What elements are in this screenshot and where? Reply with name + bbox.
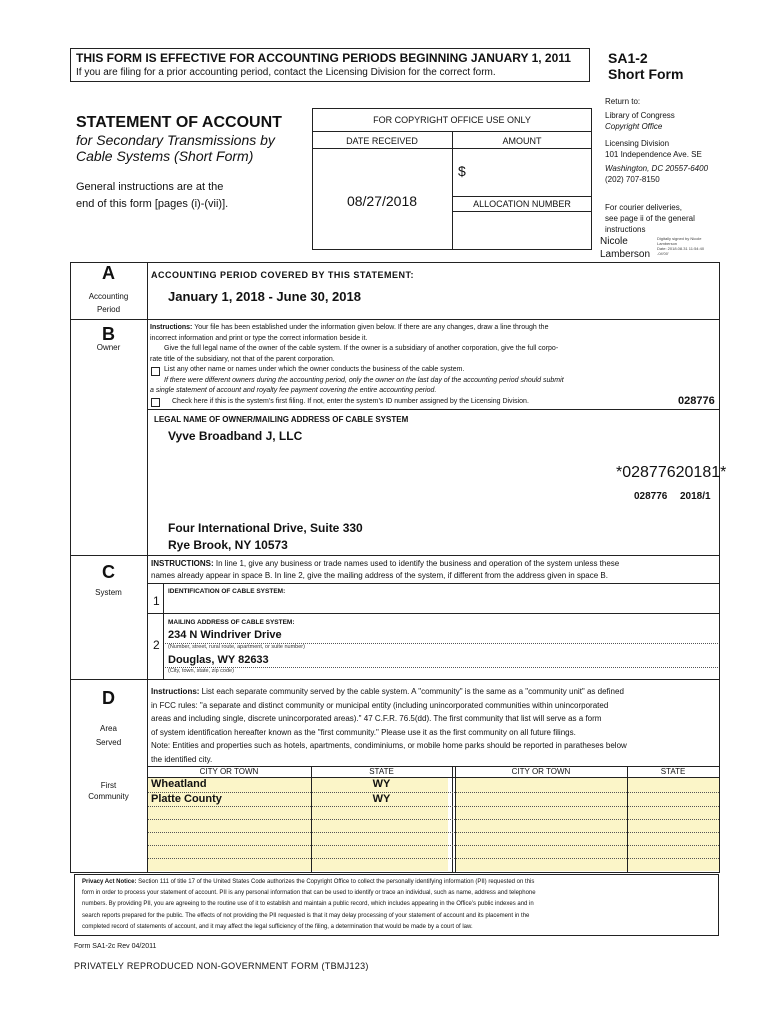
- community-row-1-city[interactable]: Wheatland: [151, 778, 207, 790]
- date-received-label: DATE RECEIVED: [346, 136, 418, 146]
- section-c-instr-bold: INSTRUCTIONS:: [151, 559, 214, 568]
- identification-field[interactable]: [168, 598, 708, 612]
- private-reproduction-note: PRIVATELY REPRODUCED NON-GOVERNMENT FORM (TBMJ123): [74, 961, 369, 971]
- prior-period-note: If you are filing for a prior accounting period, contact the Licensing Division for the correct form.: [76, 67, 496, 78]
- signature-note-4: -04'00': [657, 251, 669, 256]
- section-d-instr-2: in FCC rules: "a separate and distinct community or municipal entity (including unincorporated communities within unincorporated: [151, 700, 609, 710]
- section-d-instr-bold: Instructions:: [151, 687, 200, 696]
- section-d-label-4: Community: [88, 792, 129, 801]
- courier-note-1: For courier deliveries,: [605, 203, 682, 212]
- section-a-label-2: Period: [96, 305, 121, 314]
- return-to-line-3: Licensing Division: [605, 139, 670, 148]
- privacy-bold: Privacy Act Notice:: [82, 879, 137, 885]
- owner-name: Vyve Broadband J, LLC: [168, 429, 303, 443]
- barcode-text: *02877620181*: [616, 464, 727, 481]
- signature-name-2: Lamberson: [600, 249, 651, 260]
- statement-subtitle-2: Cable Systems (Short Form): [76, 148, 254, 164]
- section-b-instr-1: Your file has been established under the information given below. If there are any changes, draw a line through the: [192, 324, 549, 331]
- section-c-instr-1: In line 1, give any business or trade names used to identify the business and operation of the system unless these: [213, 559, 620, 568]
- owner-address-1: Four International Drive, Suite 330: [168, 521, 363, 535]
- line-2-number: 2: [153, 638, 160, 652]
- general-instructions-1: General instructions are at the: [76, 181, 224, 193]
- form-revision: Form SA1-2c Rev 04/2011: [74, 943, 157, 950]
- return-to-line-4: 101 Independence Ave. SE: [605, 150, 702, 159]
- statement-subtitle-1: for Secondary Transmissions by: [76, 132, 275, 148]
- effective-notice: THIS FORM IS EFFECTIVE FOR ACCOUNTING PERIODS BEGINNING JANUARY 1, 2011: [76, 51, 571, 65]
- form-id: SA1-2: [608, 50, 648, 66]
- privacy-line-5: completed record of statements of account, and it may affect the legal sufficiency of the filing, a determination that would be made by a court of law.: [82, 923, 473, 930]
- section-a-label-1: Accounting: [88, 292, 129, 301]
- section-b-instr-2: incorrect information and print or type the correct information beside it.: [150, 334, 368, 342]
- privacy-line-3: numbers. By providing PII, you are agreeing to the routine use of it to establish and maintain a public record, which includes appearing in the Office’s public indexes and in: [82, 901, 534, 908]
- section-b-instr-3: Give the full legal name of the owner of the cable system. If the owner is a subsidiary of another corporation, give the full corpo-: [164, 345, 559, 352]
- allocation-number-label: ALLOCATION NUMBER: [473, 199, 571, 209]
- year-code: 2018/1: [680, 491, 711, 502]
- section-d-label-1: Area: [100, 724, 117, 733]
- return-to-label: Return to:: [605, 97, 641, 106]
- return-to-line-1: Library of Congress: [605, 111, 675, 120]
- street-hint: (Number, street, rural route, apartment, or suite number): [168, 644, 305, 650]
- section-d-instr-4: of system identification hereafter known as the "first community." Please use it as the first community on all future filings.: [151, 727, 576, 737]
- section-b-instr-7: a single statement of account and royalty fee payment covering the entire accounting period.: [150, 387, 437, 394]
- section-d-instr-1: List each separate community served by the cable system. A "community" is the same as a "community unit" as defined: [199, 687, 624, 696]
- section-b-letter: B: [102, 324, 115, 344]
- office-use-heading: FOR COPYRIGHT OFFICE USE ONLY: [373, 115, 531, 125]
- section-b-instr-8: Check here if this is the system’s first filing. If not, enter the system’s ID number assigned by the Licensing Division.: [172, 397, 529, 405]
- community-row-2-city[interactable]: Platte County: [151, 793, 222, 805]
- section-c-label: System: [95, 588, 122, 597]
- privacy-line-2: form in order to process your statement of account. PII is any personal information that can be used to identify or trace an individual, such as name, address and telephone: [82, 890, 536, 897]
- section-b-label: Owner: [96, 343, 121, 352]
- system-id-number: 028776: [678, 395, 715, 407]
- section-d-label-3: First: [100, 781, 117, 790]
- line-1-number: 1: [153, 594, 160, 608]
- privacy-line-1: Section 111 of title 17 of the United States Code authorizes the Copyright Office to collect the personally identifying information (PII) requested on this: [136, 879, 535, 885]
- signature-note-3: Date: 2018.08.31 11:54:40: [657, 246, 705, 251]
- community-row-1-state[interactable]: WY: [372, 778, 391, 790]
- section-b-instr-4: rate title of the subsidiary, not that of the parent corporation.: [150, 355, 335, 363]
- courier-note-2: see page ii of the general: [605, 214, 695, 223]
- col-city-right: CITY OR TOWN: [511, 767, 571, 776]
- system-street[interactable]: 234 N Windriver Drive: [168, 629, 282, 641]
- general-instructions-2: end of this form [pages (i)-(vii)].: [76, 198, 229, 210]
- section-d-instr-3: areas and including single, discrete unincorporated areas)." 47 C.F.R. 76.5(dd). The first community that list will serve as a form: [151, 714, 602, 724]
- signature-note-2: Lamberson: [657, 241, 678, 246]
- return-to-line-6: (202) 707-8150: [605, 175, 660, 184]
- section-c-letter: C: [102, 562, 115, 582]
- legal-name-label: LEGAL NAME OF OWNER/MAILING ADDRESS OF CABLE SYSTEM: [154, 415, 409, 424]
- system-id-small: 028776: [634, 491, 668, 502]
- section-d-label-2: Served: [95, 738, 122, 747]
- date-received-value: 08/27/2018: [346, 193, 418, 209]
- section-d-instr-5: Note: Entities and properties such as hotels, apartments, condiminiums, or mobile home parks should be reported in paratheses below: [151, 741, 627, 751]
- city-hint: (City, town, state, zip code): [168, 668, 234, 674]
- signature-name-1: Nicole: [600, 236, 628, 247]
- other-names-checkbox[interactable]: [151, 367, 160, 376]
- col-city-left: CITY OR TOWN: [199, 767, 259, 776]
- statement-title: STATEMENT OF ACCOUNT: [76, 114, 282, 131]
- return-to-line-2: Copyright Office: [605, 122, 663, 131]
- amount-dollar: $: [458, 163, 466, 179]
- section-b-instr-6: If there were different owners during the accounting period, only the owner on the last day of the accounting period should submit: [164, 376, 564, 384]
- section-c-instr-2: names already appear in space B. In line 2, give the mailing address of the system, if different from the address given in space B.: [151, 571, 608, 580]
- section-a-heading: ACCOUNTING PERIOD COVERED BY THIS STATEMENT:: [151, 270, 415, 280]
- community-row-2-state[interactable]: WY: [372, 793, 391, 805]
- system-city[interactable]: Douglas, WY 82633: [168, 654, 269, 666]
- section-d-letter: D: [102, 688, 115, 708]
- col-state-right: STATE: [660, 767, 686, 776]
- amount-label: AMOUNT: [502, 136, 542, 146]
- section-d-instr-6: the identified city.: [151, 754, 213, 764]
- col-state-left: STATE: [369, 767, 394, 776]
- mailing-address-label: MAILING ADDRESS OF CABLE SYSTEM:: [168, 619, 295, 626]
- signature-note-1: Digitally signed by Nicole: [657, 236, 702, 241]
- section-b-instr-bold: Instructions:: [150, 324, 193, 331]
- first-filing-checkbox[interactable]: [151, 398, 160, 407]
- accounting-period-value: January 1, 2018 - June 30, 2018: [168, 289, 361, 304]
- courier-note-3: instructions: [605, 225, 646, 234]
- owner-address-2: Rye Brook, NY 10573: [168, 538, 288, 552]
- form-type: Short Form: [608, 66, 684, 82]
- privacy-line-4: search reports prepared for the public. The effects of not providing the PII requested is that it may delay processing of your statement of account and its placement in the: [82, 912, 530, 919]
- section-b-instr-5: List any other name or names under which the owner conducts the business of the cable system.: [164, 366, 465, 373]
- return-to-line-5: Washington, DC 20557-6400: [605, 164, 709, 173]
- identification-label: IDENTIFICATION OF CABLE SYSTEM:: [168, 588, 286, 595]
- section-a-letter: A: [102, 263, 115, 283]
